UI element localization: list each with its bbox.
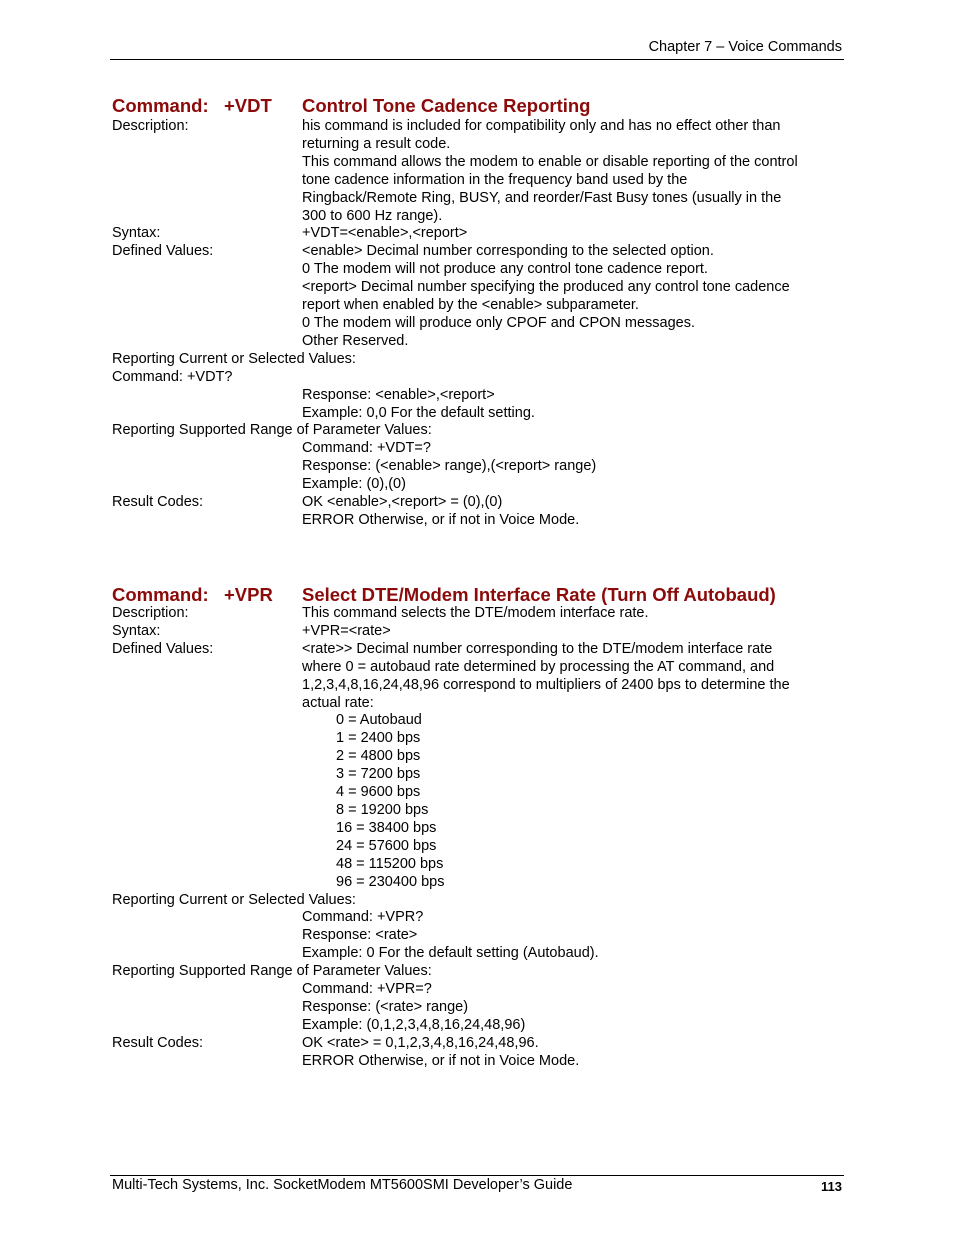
definition-row [112, 387, 852, 405]
field-text: 0 The modem will produce only CPOF and CPON messages. [302, 314, 696, 331]
definition-row [112, 712, 852, 730]
definition-row [112, 333, 852, 351]
definition-row [112, 963, 852, 981]
field-text: actual rate: [302, 694, 374, 711]
footer-title: Multi-Tech Systems, Inc. SocketModem MT5600SMI Developer’s Guide [112, 1177, 573, 1193]
definition-row [112, 623, 852, 641]
field-text: Response: (<rate> range) [302, 998, 469, 1015]
field-label: Syntax: [112, 622, 161, 639]
definition-row [112, 927, 852, 945]
field-text: 300 to 600 Hz range). [302, 207, 443, 224]
field-text: ERROR Otherwise, or if not in Voice Mode. [302, 1052, 580, 1069]
definition-row [112, 136, 852, 154]
field-text: 8 = 19200 bps [336, 801, 429, 818]
definition-row [112, 315, 852, 333]
definition-row [112, 369, 852, 387]
definition-row [112, 261, 852, 279]
field-text: 1,2,3,4,8,16,24,48,96 correspond to multipliers of 2400 bps to determine the [302, 676, 790, 693]
field-label: Reporting Current or Selected Values: [112, 891, 356, 908]
definition-row [112, 892, 852, 910]
definition-row [112, 243, 852, 261]
field-label: Description: [112, 118, 189, 134]
field-text: Command: +VDT=? [302, 440, 431, 457]
field-text: 1 = 2400 bps [336, 730, 421, 747]
definition-row [112, 405, 852, 423]
field-label: Defined Values: [112, 640, 214, 657]
field-text: This command selects the DTE/modem interface rate. [302, 605, 649, 621]
definition-row [112, 641, 852, 659]
definition-row [112, 874, 852, 892]
definition-row [112, 494, 852, 512]
definition-rows [112, 118, 852, 530]
definition-row [112, 297, 852, 315]
definition-row [112, 677, 852, 695]
field-label: Description: [112, 605, 189, 621]
field-text: 2 = 4800 bps [336, 748, 421, 765]
definition-row [112, 766, 852, 784]
field-text: 16 = 38400 bps [336, 819, 437, 836]
field-text: <rate>> Decimal number corresponding to the DTE/modem interface rate [302, 640, 773, 657]
definition-row [112, 476, 852, 494]
field-text: This command allows the modem to enable or disable reporting of the control [302, 153, 798, 170]
chapter-header: Chapter 7 – Voice Commands [648, 39, 842, 55]
definition-row [112, 172, 852, 190]
footer-rule [110, 1175, 844, 1176]
definition-row [112, 154, 852, 172]
field-label: Reporting Supported Range of Parameter Values: [112, 963, 432, 980]
field-label: Command: +VDT? [112, 368, 233, 385]
definition-row [112, 605, 852, 623]
definition-row [112, 945, 852, 963]
field-text: his command is included for compatibility only and has no effect other than [302, 118, 781, 134]
definition-row [112, 225, 852, 243]
field-text: Example: 0,0 For the default setting. [302, 404, 535, 421]
field-text: 0 The modem will not produce any control tone cadence report. [302, 261, 708, 278]
field-text: Response: <rate> [302, 927, 418, 944]
field-text: Response: <enable>,<report> [302, 386, 495, 403]
command-code: +VPR [224, 584, 273, 605]
field-text: Response: (<enable> range),(<report> range) [302, 458, 597, 475]
field-text: tone cadence information in the frequency band used by the [302, 171, 688, 188]
field-text: OK <enable>,<report> = (0),(0) [302, 494, 503, 511]
field-text: returning a result code. [302, 135, 451, 152]
field-text: 48 = 115200 bps [336, 855, 444, 872]
definition-row [112, 856, 852, 874]
field-label: Defined Values: [112, 243, 214, 260]
definition-row [112, 802, 852, 820]
field-text: Ringback/Remote Ring, BUSY, and reorder/Fast Busy tones (usually in the [302, 189, 782, 206]
definition-row [112, 422, 852, 440]
definition-row [112, 190, 852, 208]
field-text: ERROR Otherwise, or if not in Voice Mode. [302, 511, 580, 528]
command-label: Command: [112, 584, 209, 605]
definition-rows [112, 605, 852, 1071]
field-label: Result Codes: [112, 1034, 204, 1051]
definition-row [112, 909, 852, 927]
definition-row [112, 838, 852, 856]
field-text: 96 = 230400 bps [336, 873, 445, 890]
field-text: where 0 = autobaud rate determined by processing the AT command, and [302, 658, 775, 675]
field-text: Other Reserved. [302, 332, 409, 349]
field-text: +VDT=<enable>,<report> [302, 225, 468, 242]
field-label: Reporting Supported Range of Parameter Values: [112, 422, 432, 439]
field-text: 3 = 7200 bps [336, 766, 421, 783]
field-text: Example: 0 For the default setting (Autobaud). [302, 945, 599, 962]
definition-row [112, 784, 852, 802]
definition-row [112, 208, 852, 226]
field-text: Example: (0),(0) [302, 476, 406, 493]
field-text: Command: +VPR=? [302, 981, 432, 998]
field-text: Example: (0,1,2,3,4,8,16,24,48,96) [302, 1016, 526, 1033]
field-label: Syntax: [112, 225, 161, 242]
section-vpr [112, 584, 852, 1069]
header-rule [110, 59, 844, 60]
definition-row [112, 820, 852, 838]
command-title: Control Tone Cadence Reporting [302, 95, 591, 116]
definition-row [112, 512, 852, 530]
definition-row [112, 981, 852, 999]
field-text: 0 = Autobaud [336, 712, 422, 729]
command-code: +VDT [224, 95, 272, 116]
command-label: Command: [112, 95, 209, 116]
page-number: 113 [821, 1179, 842, 1194]
field-text: 4 = 9600 bps [336, 784, 421, 801]
definition-row [112, 695, 852, 713]
field-label: Reporting Current or Selected Values: [112, 350, 356, 367]
definition-row [112, 1035, 852, 1053]
section-vdt [112, 95, 852, 528]
section-heading [112, 584, 852, 606]
field-label: Result Codes: [112, 494, 204, 511]
command-title: Select DTE/Modem Interface Rate (Turn Off Autobaud) [302, 584, 776, 605]
field-text: Command: +VPR? [302, 909, 424, 926]
definition-row [112, 351, 852, 369]
field-text: 24 = 57600 bps [336, 837, 437, 854]
definition-row [112, 999, 852, 1017]
definition-row [112, 659, 852, 677]
field-text: OK <rate> = 0,1,2,3,4,8,16,24,48,96. [302, 1034, 539, 1051]
definition-row [112, 1017, 852, 1035]
field-text: <report> Decimal number specifying the produced any control tone cadence [302, 279, 790, 296]
definition-row [112, 748, 852, 766]
definition-row [112, 440, 852, 458]
field-text: report when enabled by the <enable> subparameter. [302, 297, 639, 314]
field-text: +VPR=<rate> [302, 622, 391, 639]
field-text: <enable> Decimal number corresponding to the selected option. [302, 243, 714, 260]
definition-row [112, 1053, 852, 1071]
definition-row [112, 458, 852, 476]
definition-row [112, 730, 852, 748]
definition-row [112, 118, 852, 136]
section-heading [112, 95, 852, 117]
definition-row [112, 279, 852, 297]
